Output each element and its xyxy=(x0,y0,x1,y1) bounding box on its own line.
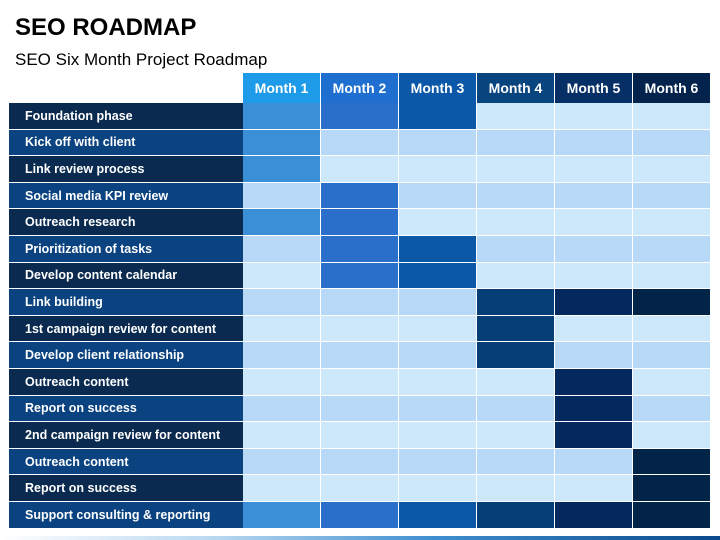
page-subtitle: SEO Six Month Project Roadmap xyxy=(15,50,268,69)
timeline-cell xyxy=(399,475,477,502)
timeline-cell xyxy=(477,475,555,502)
month-header-4: Month 4 xyxy=(477,73,555,103)
timeline-cell xyxy=(399,130,477,157)
task-label: Outreach research xyxy=(9,209,243,236)
timeline-cell xyxy=(477,316,555,343)
timeline-cell xyxy=(477,130,555,157)
timeline-cell xyxy=(633,209,711,236)
timeline-cell xyxy=(477,289,555,316)
timeline-cell xyxy=(243,502,321,529)
timeline-cell xyxy=(321,316,399,343)
task-label: Foundation phase xyxy=(9,103,243,130)
task-label: Outreach content xyxy=(9,449,243,476)
task-label: Outreach content xyxy=(9,369,243,396)
timeline-cell xyxy=(399,263,477,290)
timeline-cell xyxy=(321,475,399,502)
task-label: Develop content calendar xyxy=(9,263,243,290)
task-label: Report on success xyxy=(9,396,243,423)
timeline-cell xyxy=(555,449,633,476)
timeline-cell xyxy=(555,289,633,316)
timeline-cell xyxy=(243,263,321,290)
timeline-cell xyxy=(243,396,321,423)
timeline-cell xyxy=(321,183,399,210)
timeline-cell xyxy=(243,369,321,396)
timeline-cell xyxy=(633,156,711,183)
timeline-cell xyxy=(477,183,555,210)
timeline-cell xyxy=(477,502,555,529)
timeline-cell xyxy=(477,236,555,263)
timeline-cell xyxy=(243,236,321,263)
month-header-1: Month 1 xyxy=(243,73,321,103)
timeline-cell xyxy=(477,103,555,130)
task-label: Social media KPI review xyxy=(9,183,243,210)
timeline-cell xyxy=(555,236,633,263)
timeline-cell xyxy=(555,183,633,210)
timeline-cell xyxy=(633,183,711,210)
task-label: 1st campaign review for content xyxy=(9,316,243,343)
timeline-cell xyxy=(633,422,711,449)
timeline-cell xyxy=(633,130,711,157)
task-label: Report on success xyxy=(9,475,243,502)
month-header-3: Month 3 xyxy=(399,73,477,103)
month-header-6: Month 6 xyxy=(633,73,711,103)
timeline-cell xyxy=(399,316,477,343)
timeline-cell xyxy=(243,130,321,157)
timeline-cell xyxy=(243,156,321,183)
bottom-accent-bar xyxy=(0,536,720,540)
timeline-cell xyxy=(633,289,711,316)
month-header-2: Month 2 xyxy=(321,73,399,103)
timeline-cell xyxy=(477,263,555,290)
timeline-cell xyxy=(555,263,633,290)
timeline-cell xyxy=(243,342,321,369)
timeline-cell xyxy=(399,236,477,263)
timeline-cell xyxy=(555,316,633,343)
timeline-cell xyxy=(321,396,399,423)
timeline-cell xyxy=(321,369,399,396)
timeline-cell xyxy=(321,209,399,236)
timeline-cell xyxy=(555,369,633,396)
timeline-cell xyxy=(633,449,711,476)
timeline-cell xyxy=(321,422,399,449)
timeline-cell xyxy=(399,183,477,210)
timeline-cell xyxy=(399,289,477,316)
timeline-cell xyxy=(633,103,711,130)
timeline-cell xyxy=(243,209,321,236)
timeline-cell xyxy=(399,449,477,476)
timeline-cell xyxy=(243,183,321,210)
task-label: Link review process xyxy=(9,156,243,183)
task-label: Develop client relationship xyxy=(9,342,243,369)
timeline-cell xyxy=(477,369,555,396)
task-label: 2nd campaign review for content xyxy=(9,422,243,449)
task-label: Prioritization of tasks xyxy=(9,236,243,263)
timeline-cell xyxy=(633,263,711,290)
timeline-cell xyxy=(321,156,399,183)
timeline-cell xyxy=(243,289,321,316)
timeline-cell xyxy=(633,475,711,502)
timeline-cell xyxy=(555,396,633,423)
timeline-cell xyxy=(633,396,711,423)
timeline-cell xyxy=(321,289,399,316)
roadmap-table xyxy=(9,73,711,529)
timeline-cell xyxy=(321,502,399,529)
timeline-cell xyxy=(633,502,711,529)
timeline-cell xyxy=(399,502,477,529)
timeline-cell xyxy=(399,156,477,183)
timeline-cell xyxy=(555,502,633,529)
timeline-cell xyxy=(555,156,633,183)
timeline-cell xyxy=(555,130,633,157)
timeline-cell xyxy=(243,316,321,343)
timeline-cell xyxy=(321,342,399,369)
timeline-cell xyxy=(555,103,633,130)
timeline-cell xyxy=(321,236,399,263)
timeline-cell xyxy=(399,422,477,449)
timeline-cell xyxy=(633,236,711,263)
timeline-cell xyxy=(477,422,555,449)
month-header-5: Month 5 xyxy=(555,73,633,103)
timeline-cell xyxy=(633,342,711,369)
timeline-cell xyxy=(243,103,321,130)
timeline-cell xyxy=(477,209,555,236)
timeline-cell xyxy=(477,342,555,369)
timeline-cell xyxy=(321,130,399,157)
timeline-cell xyxy=(477,156,555,183)
timeline-cell xyxy=(555,422,633,449)
timeline-cell xyxy=(321,263,399,290)
page-title: SEO ROADMAP xyxy=(15,14,197,41)
timeline-cell xyxy=(555,209,633,236)
timeline-cell xyxy=(555,475,633,502)
timeline-cell xyxy=(321,449,399,476)
timeline-cell xyxy=(477,396,555,423)
table-corner xyxy=(9,73,243,103)
timeline-cell xyxy=(243,475,321,502)
task-label: Support consulting & reporting xyxy=(9,502,243,529)
timeline-cell xyxy=(243,422,321,449)
timeline-cell xyxy=(399,209,477,236)
timeline-cell xyxy=(399,103,477,130)
timeline-cell xyxy=(399,396,477,423)
timeline-cell xyxy=(477,449,555,476)
task-label: Kick off with client xyxy=(9,130,243,157)
timeline-cell xyxy=(399,369,477,396)
timeline-cell xyxy=(555,342,633,369)
timeline-cell xyxy=(633,369,711,396)
timeline-cell xyxy=(399,342,477,369)
timeline-cell xyxy=(243,449,321,476)
timeline-cell xyxy=(633,316,711,343)
task-label: Link building xyxy=(9,289,243,316)
timeline-cell xyxy=(321,103,399,130)
